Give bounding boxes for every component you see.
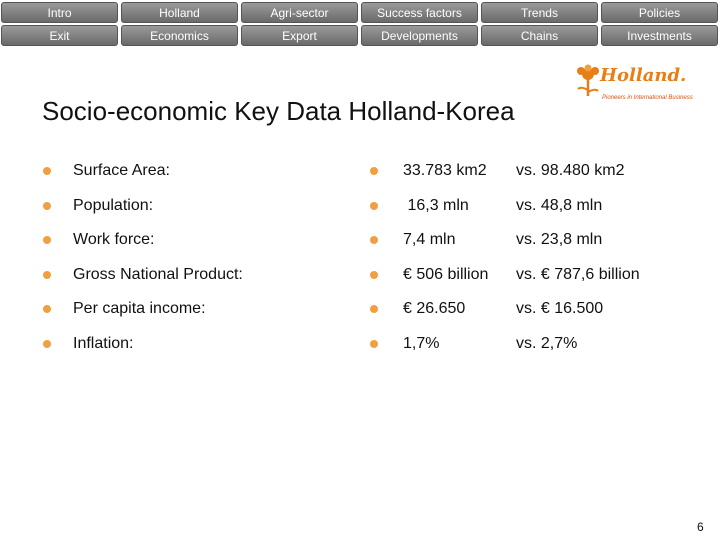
nav-intro-button[interactable]: Intro (1, 2, 118, 23)
nav-investments-button[interactable]: Investments (601, 25, 718, 46)
data-row-per-capita-income (0, 297, 720, 321)
nav-chains-button[interactable]: Chains (481, 25, 598, 46)
row-value: 33.783 km2 (403, 162, 487, 179)
logo-wordmark: Holland. (600, 65, 687, 86)
row-value: € 26.650 (403, 300, 466, 317)
row-compare: vs. € 787,6 billion (516, 266, 640, 283)
bullet-icon (43, 167, 51, 175)
bullet-icon (370, 202, 378, 210)
nav-trends-button[interactable]: Trends (481, 2, 598, 23)
row-value: 1,7% (403, 335, 440, 352)
nav-export-button[interactable]: Export (241, 25, 358, 46)
row-compare: vs. € 16.500 (516, 300, 604, 317)
data-row-inflation (0, 332, 720, 356)
nav-holland-button[interactable]: Holland (121, 2, 238, 23)
row-compare: vs. 98.480 km2 (516, 162, 625, 179)
row-value: € 506 billion (403, 266, 489, 283)
holland-logo (574, 64, 706, 106)
bullet-icon (370, 271, 378, 279)
nav-success-factors-button[interactable]: Success factors (361, 2, 478, 23)
page-title: Socio-economic Key Data Holland-Korea (42, 96, 515, 126)
nav-economics-button[interactable]: Economics (121, 25, 238, 46)
nav-agri-sector-button[interactable]: Agri-sector (241, 2, 358, 23)
bullet-icon (370, 340, 378, 348)
bullet-icon (43, 305, 51, 313)
bullet-icon (370, 305, 378, 313)
bullet-icon (43, 271, 51, 279)
data-row-population (0, 194, 720, 218)
row-label: Population: (73, 197, 154, 214)
data-row-gnp (0, 263, 720, 287)
row-value: 7,4 mln (403, 231, 456, 248)
bullet-icon (370, 236, 378, 244)
tulip-flower-icon (574, 64, 602, 98)
row-compare: vs. 23,8 mln (516, 231, 603, 248)
bullet-icon (370, 167, 378, 175)
bullet-icon (43, 340, 51, 348)
row-label: Per capita income: (73, 300, 206, 317)
row-value: 16,3 mln (403, 197, 469, 214)
row-compare: vs. 2,7% (516, 335, 578, 352)
logo-tagline: Pioneers in International Business (602, 95, 693, 101)
data-row-surface-area (0, 159, 720, 183)
nav-exit-button[interactable]: Exit (1, 25, 118, 46)
row-label: Inflation: (73, 335, 134, 352)
row-label: Work force: (73, 231, 155, 248)
row-compare: vs. 48,8 mln (516, 197, 603, 214)
nav-developments-button[interactable]: Developments (361, 25, 478, 46)
row-label: Surface Area: (73, 162, 170, 179)
row-label: Gross National Product: (73, 266, 243, 283)
data-row-work-force (0, 228, 720, 252)
page-number: 6 (697, 520, 704, 534)
bullet-icon (43, 236, 51, 244)
nav-policies-button[interactable]: Policies (601, 2, 718, 23)
bullet-icon (43, 202, 51, 210)
